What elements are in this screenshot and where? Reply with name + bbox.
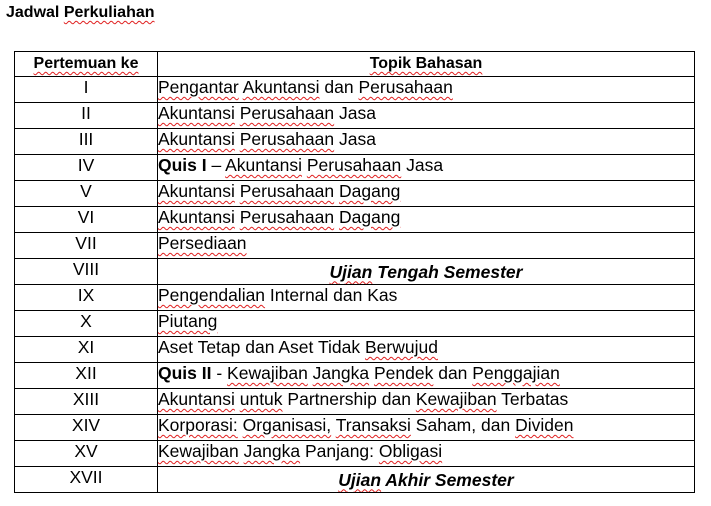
session-topic [158,311,695,337]
table-row [15,389,695,415]
quiz-label: Quis II [158,363,212,383]
table-row [15,207,695,233]
header-session: Pertemuan ke [15,52,158,77]
topic-text: Persediaan [158,233,247,253]
topic-text: Akuntansi Perusahaan Dagang [158,207,401,227]
session-topic [158,233,695,259]
session-number: II [15,103,158,129]
session-number: XIII [15,389,158,415]
table-row [15,337,695,363]
table-row [15,363,695,389]
session-number: IX [15,285,158,311]
session-topic [158,415,695,441]
topic-text: Akuntansi Perusahaan Jasa [158,129,376,149]
session-topic [158,181,695,207]
session-topic [158,77,695,103]
session-topic [158,389,695,415]
topic-text: Pengantar Akuntansi dan Perusahaan [158,77,453,97]
topic-text: Akuntansi Perusahaan Jasa [158,103,376,123]
quiz-separator: - [211,363,228,383]
session-topic [158,103,695,129]
session-topic [158,285,695,311]
topic-text: Pengendalian Internal dan Kas [158,285,398,305]
schedule-table [14,51,695,493]
title-first-word: Jadwal [6,4,64,21]
table-row [15,155,695,181]
session-number: XIV [15,415,158,441]
session-number: XV [15,441,158,467]
header-topic: Topik Bahasan [158,52,695,77]
session-number: X [15,311,158,337]
table-row [15,467,695,493]
table-row [15,415,695,441]
table-row [15,441,695,467]
exam-topic [158,259,695,285]
table-row [15,285,695,311]
topic-text: Kewajiban Jangka Panjang: Obligasi [158,441,443,461]
session-number: XII [15,363,158,389]
session-number: VI [15,207,158,233]
session-number: V [15,181,158,207]
session-topic [158,363,695,389]
exam-label: Ujian Akhir Semester [338,469,514,490]
table-row [15,311,695,337]
session-number: IV [15,155,158,181]
topic-text: Akuntansi Perusahaan Jasa [225,155,444,175]
table-row [15,103,695,129]
table-row [15,129,695,155]
session-topic [158,441,695,467]
table-row [15,233,695,259]
session-topic [158,129,695,155]
session-number: III [15,129,158,155]
session-number: XI [15,337,158,363]
exam-label: Ujian Tengah Semester [329,261,523,282]
topic-text: Kewajiban Jangka Pendek dan Penggajian [227,363,560,383]
topic-text: Akuntansi Perusahaan Dagang [158,181,401,201]
quiz-label: Quis I [158,155,207,175]
schedule-rows [15,77,695,493]
session-number: I [15,77,158,103]
session-number: XVII [15,467,158,493]
title-second-word: Perkuliahan [63,4,155,21]
table-row [15,181,695,207]
topic-text: Akuntansi untuk Partnership dan Kewajiban Terbatas [158,389,569,409]
session-topic [158,337,695,363]
exam-topic [158,467,695,493]
topic-text: Piutang [158,311,218,331]
quiz-separator: – [206,155,226,175]
document-title [6,4,155,22]
table-row [15,259,695,285]
table-row [15,77,695,103]
session-number: VII [15,233,158,259]
topic-text: Korporasi: Organisasi, Transaksi Saham, dan Dividen [158,415,574,435]
session-topic [158,207,695,233]
topic-text: Aset Tetap dan Aset Tidak Berwujud [158,337,438,357]
session-number: VIII [15,259,158,285]
session-topic [158,155,695,181]
